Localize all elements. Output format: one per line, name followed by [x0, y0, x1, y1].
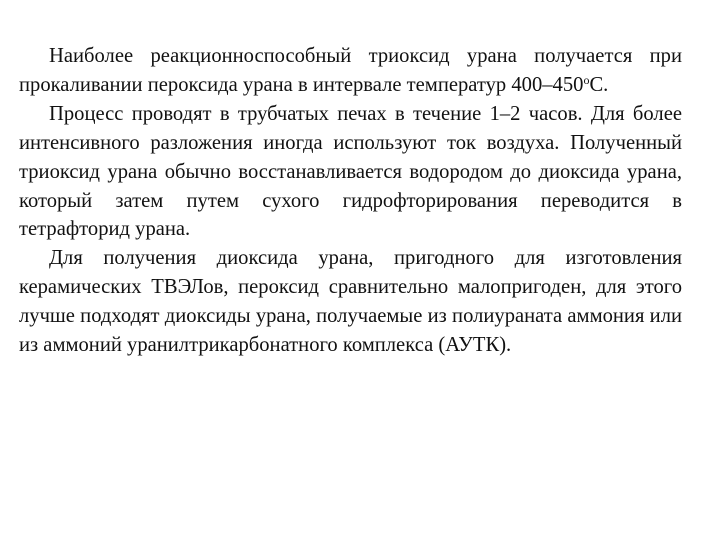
paragraph-1: [19, 42, 682, 100]
body-text: [19, 42, 682, 360]
paragraph-3: Для получения диоксида урана, пригодного для изготовления керамических ТВЭЛов, пероксид сравнительно малопригоден, для этого лучше подходят диоксиды урана, получаемые из полиураната аммония или из аммоний уранилтрикарбонатного комплекса (АУТК).: [19, 247, 682, 357]
paragraph-1-text: Наиболее реакционноспособный триоксид урана получается при прокаливании пероксида урана в интервале температур 400–450: [19, 45, 682, 96]
paragraph-2: Процесс проводят в трубчатых печах в течение 1–2 часов. Для более интенсивного разложения иногда используют ток воздуха. Полученный триоксид урана обычно восстанавливается водородом до диоксида урана, который затем путем сухого гидрофторирования переводится в тетрафторид урана.: [19, 102, 682, 241]
degree-superscript: о: [583, 73, 590, 88]
paragraph-1-unit: С.: [589, 73, 609, 96]
